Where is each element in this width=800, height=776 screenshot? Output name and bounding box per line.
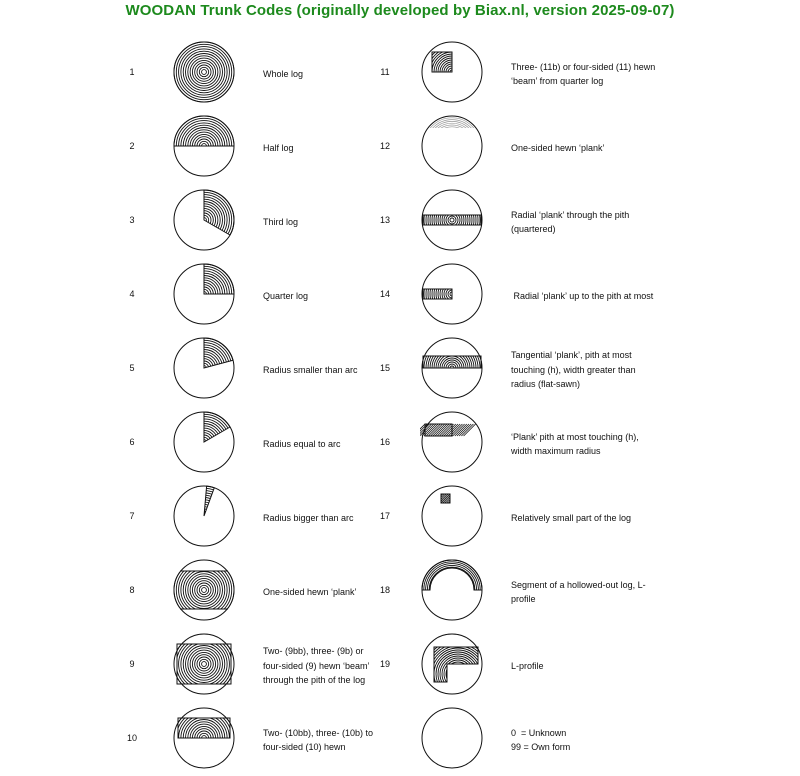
trunk-code-number: 19 [379, 659, 390, 669]
trunk-code-number: 3 [129, 215, 135, 225]
trunk-code-row [0, 36, 800, 110]
trunk-section-quarter-beam-icon [420, 40, 484, 104]
description-line: Two- (9bb), three- (9b) or [263, 646, 364, 657]
description-line: ‘beam’ from quarter log [511, 76, 604, 86]
trunk-section-l-profile-icon [420, 632, 484, 696]
description-line: Relatively small part of the log [511, 512, 632, 523]
trunk-code-number: 1 [129, 67, 135, 77]
description-line: width maximum radius [511, 446, 601, 456]
trunk-code-description [511, 208, 629, 237]
page-title: WOODAN Trunk Codes (originally developed by Biax.nl, version 2025-09-07) [125, 2, 675, 19]
trunk-code-number: 17 [379, 511, 390, 521]
trunk-section-radial-up-to-icon [420, 262, 484, 326]
trunk-code-number: 12 [379, 141, 390, 151]
trunk-code-description [511, 430, 639, 459]
description-line: Segment of a hollowed-out log, L- [511, 579, 646, 590]
description-line: Radial ‘plank’ up to the pith at most [511, 290, 654, 301]
description-line: touching (h), width greater than [511, 364, 636, 375]
trunk-code-description [511, 578, 646, 607]
trunk-code-number: 16 [379, 437, 390, 447]
trunk-section-hollowed-icon [420, 558, 484, 622]
trunk-code-number: 5 [129, 363, 135, 373]
trunk-code-description [511, 511, 631, 526]
trunk-code-number: 8 [129, 585, 135, 595]
trunk-code-row [0, 554, 800, 628]
trunk-section-small-part-icon [420, 484, 484, 548]
trunk-code-description [511, 141, 605, 156]
trunk-code-number: 2 [129, 141, 135, 151]
trunk-code-description [511, 726, 570, 755]
description-line: Radius equal to arc [263, 438, 341, 449]
description-line: Three- (11b) or four-sided (11) hewn [511, 61, 656, 72]
description-line: Radius smaller than arc [263, 364, 358, 375]
description-line: Radial ‘plank’ through the pith [511, 209, 630, 220]
trunk-code-row [0, 184, 800, 258]
trunk-code-number: 15 [379, 363, 390, 373]
trunk-code-number: 13 [379, 215, 390, 225]
trunk-code-number: 7 [129, 511, 135, 521]
description-line: 99 = Own form [511, 742, 571, 752]
description-line: L-profile [511, 660, 544, 671]
description-line: four-sided (9) hewn ‘beam’ [263, 660, 370, 671]
trunk-section-tangential-icon [420, 336, 484, 400]
trunk-section-one-sided-plank-icon [420, 114, 484, 178]
description-line: ‘Plank’ pith at most touching (h), [511, 431, 639, 442]
description-line: Quarter log [263, 290, 309, 301]
trunk-code-number: 18 [379, 585, 390, 595]
trunk-code-row [0, 480, 800, 554]
description-line: Radius bigger than arc [263, 512, 354, 523]
description-line: 0 = Unknown [511, 727, 567, 738]
trunk-code-number: 11 [380, 67, 390, 77]
description-line: One-sided hewn ‘plank’ [511, 142, 605, 153]
description-line: profile [511, 594, 536, 604]
trunk-section-empty-icon [420, 706, 484, 770]
trunk-section-radial-through-icon [420, 188, 484, 252]
description-line: through the pith of the log [263, 675, 366, 686]
description-line: One-sided hewn ‘plank’ [263, 586, 357, 597]
trunk-code-number: 6 [129, 437, 135, 447]
trunk-code-description [511, 60, 655, 89]
trunk-code-number: 9 [129, 659, 135, 669]
trunk-code-number: 10 [126, 733, 137, 743]
trunk-code-description [511, 659, 544, 674]
trunk-code-row [0, 628, 800, 702]
description-line: four-sided (10) hewn [263, 742, 346, 752]
trunk-code-row [0, 332, 800, 406]
description-line: Third log [263, 216, 299, 227]
trunk-code-number: 4 [129, 289, 135, 299]
trunk-code-description [511, 348, 636, 392]
trunk-code-row [0, 258, 800, 332]
trunk-section-plank-max-radius-icon [420, 410, 484, 474]
description-line: (quartered) [511, 224, 556, 234]
trunk-code-row [0, 702, 800, 776]
trunk-code-number: 14 [379, 289, 390, 299]
description-line: Two- (10bb), three- (10b) to [263, 727, 374, 738]
description-line: Whole log [263, 68, 304, 79]
trunk-code-description [511, 289, 653, 304]
trunk-code-row [0, 110, 800, 184]
description-line: Tangential ‘plank’, pith at most [511, 350, 632, 361]
trunk-code-row [0, 406, 800, 480]
description-line: Half log [263, 142, 294, 153]
description-line: radius (flat-sawn) [511, 379, 581, 390]
